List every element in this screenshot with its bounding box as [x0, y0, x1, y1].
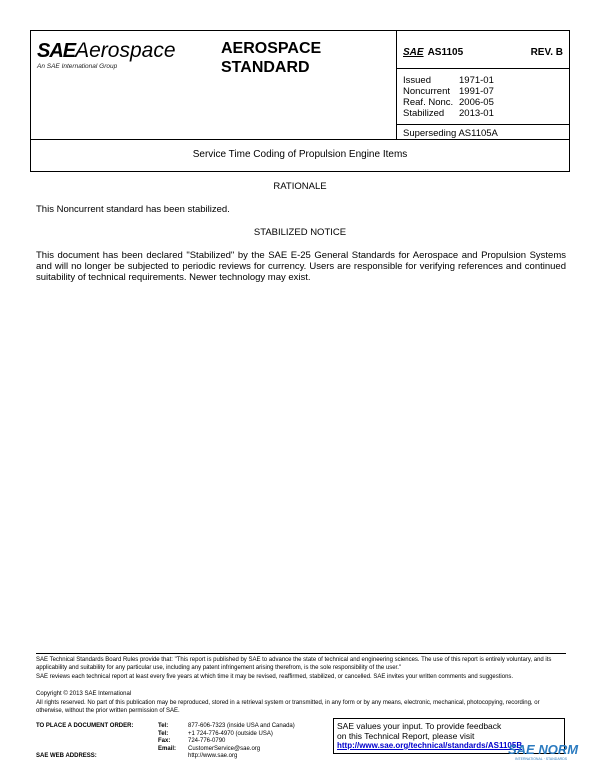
web-link[interactable]: http://www.sae.org — [188, 753, 238, 759]
date-row-stabilized — [403, 108, 494, 119]
stabilized-text: This document has been declared "Stabilized" by the SAE E-25 General Standards for Aerospace and Propulsion Systems and will no longer be subjected to periodic reviews for currency. Users are responsible for verifying references and continued suitability of technical requirements. Newer technology may exist. — [36, 250, 566, 283]
date-row-issued — [403, 75, 494, 86]
date-value: 1991-07 — [459, 86, 494, 97]
document-number: AS1105 — [427, 47, 464, 58]
date-value: 1971-01 — [459, 75, 494, 86]
tel2-label: Tel: — [158, 730, 169, 737]
date-value: 2006-05 — [459, 97, 494, 108]
standard-title-line2: STANDARD — [221, 59, 310, 76]
logo-aerospace-text: Aerospace — [75, 39, 176, 62]
watermark-subtext: INTERNATIONAL · STANDARDS — [515, 757, 568, 761]
stabilized-heading: STABILIZED NOTICE — [253, 227, 347, 238]
revision: REV. B — [530, 47, 563, 58]
divider — [31, 139, 569, 140]
document-header — [30, 30, 570, 172]
email-link[interactable]: CustomerService@sae.org — [188, 745, 261, 752]
feedback-link[interactable]: http://www.sae.org/technical/standards/AS1105B — [337, 741, 523, 750]
divider — [396, 124, 569, 125]
order-label: TO PLACE A DOCUMENT ORDER: — [36, 723, 134, 729]
sae-norm-watermark: SAE NORM — [508, 742, 579, 757]
fax-value: 724-776-0790 — [188, 738, 226, 744]
date-history — [403, 75, 494, 119]
feedback-line1: SAE values your input. To provide feedback — [337, 721, 502, 731]
date-label: Noncurrent — [403, 86, 450, 97]
email-label: Email: — [158, 745, 177, 752]
date-row-reaffirmed — [403, 97, 494, 108]
sae-aerospace-logo — [31, 31, 216, 139]
header-divider — [396, 31, 397, 139]
footer-rights: All rights reserved. No part of this publication may be reproduced, stored in a retrieval system or transmitted, in any form or by any means, electronic, mechanical, photocopying, recording, or otherwise, without the prior written permission of SAE. — [36, 700, 540, 714]
superseding-note: Superseding AS1105A — [403, 128, 498, 139]
rationale-text: This Noncurrent standard has been stabilized. — [36, 204, 230, 215]
standard-title — [221, 39, 321, 77]
logo-sae-text: SAE — [37, 40, 76, 62]
rationale-heading: RATIONALE — [273, 181, 327, 192]
tel-label: Tel: — [158, 723, 169, 729]
fax-label: Fax: — [158, 738, 171, 744]
date-value: 2013-01 — [459, 108, 494, 119]
date-label: Issued — [403, 75, 431, 86]
footer-divider — [36, 653, 566, 654]
doc-sae-mark: SAE — [403, 47, 424, 58]
document-title: Service Time Coding of Propulsion Engine Items — [192, 149, 408, 160]
footer-disclaimer: SAE Technical Standards Board Rules provide that: "This report is published by SAE to advance the state of technical and engineering sciences. The use of this report is entirely voluntary, and its applicability and suitability for any particular use, including any patent infringement arising therefrom, is the sole responsibility of the user." — [36, 657, 552, 671]
logo-tagline: An SAE International Group — [37, 63, 118, 70]
tel-value: 877-606-7323 (inside USA and Canada) — [188, 723, 295, 729]
tel2-value: +1 724-776-4970 (outside USA) — [188, 730, 273, 737]
footer-copyright: Copyright © 2013 SAE International — [36, 691, 132, 697]
date-label: Stabilized — [403, 108, 445, 119]
web-label: SAE WEB ADDRESS: — [36, 753, 97, 759]
date-label: Reaf. Nonc. — [403, 97, 454, 108]
date-row-noncurrent — [403, 86, 494, 97]
feedback-line2: on this Technical Report, please visit — [337, 731, 475, 741]
footer-review-note: SAE reviews each technical report at least every five years at which time it may be revised, reaffirmed, stabilized, or cancelled. SAE invites your written comments and suggestions. — [36, 674, 514, 680]
divider — [396, 68, 569, 69]
document-number-row — [403, 47, 563, 63]
standard-title-line1: AEROSPACE — [221, 40, 322, 57]
